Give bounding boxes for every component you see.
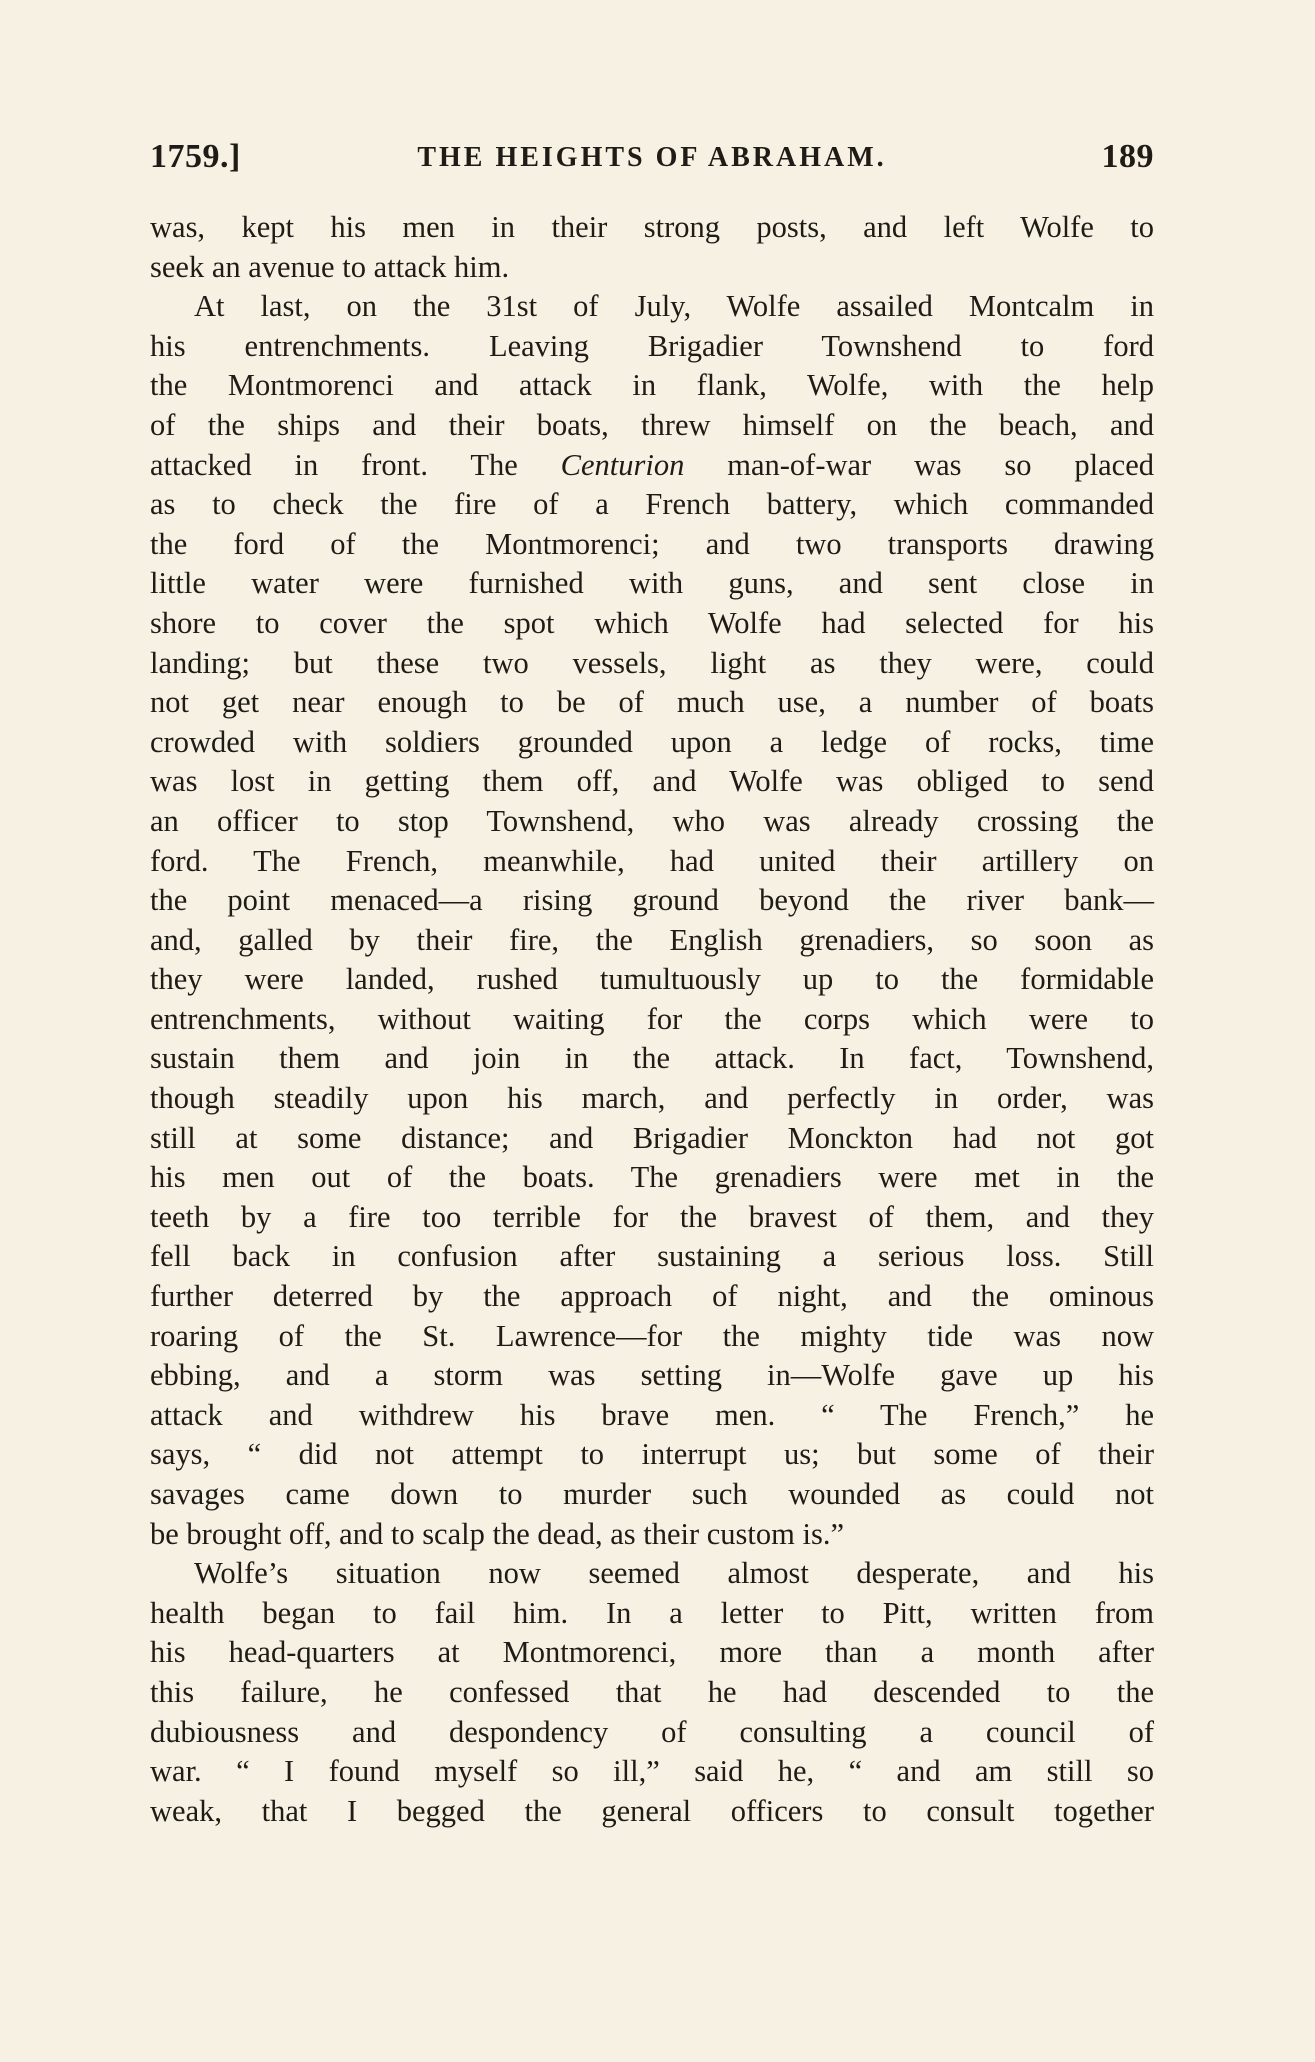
text-line: they were landed, rushed tumultuously up to the formidable [150, 962, 1154, 997]
text-line: savages came down to murder such wounded as could not [150, 1477, 1154, 1511]
text-line: weak, that I begged the general officers to consult together [150, 1793, 1154, 1828]
text-line: attack and withdrew his brave men. “ The French,” he [150, 1397, 1154, 1432]
text-line: his men out of the boats. The grenadiers were met in the [150, 1160, 1154, 1195]
text-line: war. “ I found myself so ill,” said he, “ and am still so [150, 1754, 1154, 1789]
text-line: his entrenchments. Leaving Brigadier Townshend to ford [150, 328, 1154, 363]
text-line: as to check the fire of a French battery, which commanded [150, 487, 1154, 522]
text-line: entrenchments, without waiting for the corps which were to [150, 1001, 1154, 1036]
text-line-segment: attacked in front. The [150, 447, 561, 482]
text-line: little water were furnished with guns, and sent close in [150, 566, 1154, 601]
text-line: landing; but these two vessels, light as they were, could [150, 645, 1154, 680]
text-line: was lost in getting them off, and Wolfe was obliged to send [150, 764, 1154, 799]
text-line: ford. The French, meanwhile, had united their artillery on [150, 843, 1154, 878]
running-head-title: THE HEIGHTS OF ABRAHAM. [417, 142, 887, 173]
text-line-segment: man-of-war was so placed [684, 447, 1154, 482]
text-line: ebbing, and a storm was setting in—Wolfe gave up his [150, 1358, 1154, 1393]
text-line: health began to fail him. In a letter to Pitt, written from [150, 1595, 1154, 1630]
text-line: roaring of the St. Lawrence—for the mighty tide was now [150, 1318, 1154, 1353]
page-content [150, 138, 1154, 1831]
body-text [150, 208, 1154, 1831]
text-line: this failure, he confessed that he had descended to the [150, 1674, 1154, 1709]
text-line: the ford of the Montmorenci; and two transports drawing [150, 526, 1154, 561]
text-line: dubiousness and despondency of consulting a council of [150, 1714, 1154, 1749]
text-line: be brought off, and to scalp the dead, as their custom is.” [150, 1516, 844, 1551]
text-line: teeth by a fire too terrible for the bravest of them, and they [150, 1199, 1154, 1234]
text-line: the point menaced—a rising ground beyond the river bank— [150, 883, 1154, 918]
text-line: not get near enough to be of much use, a number of boats [150, 685, 1154, 720]
text-line: says, “ did not attempt to interrupt us; but some of their [150, 1437, 1154, 1472]
text-line: still at some distance; and Brigadier Monckton had not got [150, 1120, 1154, 1155]
text-line: seek an avenue to attack him. [150, 249, 510, 284]
running-head [150, 138, 1154, 194]
text-line: an officer to stop Townshend, who was already crossing the [150, 803, 1154, 838]
text-line: of the ships and their boats, threw himself on the beach, and [150, 407, 1154, 442]
text-line: shore to cover the spot which Wolfe had selected for his [150, 605, 1154, 640]
text-line: sustain them and join in the attack. In fact, Townshend, [150, 1041, 1154, 1076]
text-line: the Montmorenci and attack in flank, Wolfe, with the help [150, 368, 1154, 403]
page-number: 189 [1101, 138, 1154, 175]
text-line: fell back in confusion after sustaining a serious loss. Still [150, 1239, 1154, 1274]
text-line: his head-quarters at Montmorenci, more than a month after [150, 1635, 1154, 1670]
text-line: crowded with soldiers grounded upon a ledge of rocks, time [150, 724, 1154, 759]
ship-name-italic: Centurion [560, 447, 685, 482]
text-line: was, kept his men in their strong posts, and left Wolfe to [150, 210, 1154, 244]
text-line: Wolfe’s situation now seemed almost desperate, and his [194, 1556, 1154, 1591]
running-head-year: 1759.] [150, 138, 241, 175]
text-line: and, galled by their fire, the English grenadiers, so soon as [150, 922, 1154, 957]
text-line: though steadily upon his march, and perfectly in order, was [150, 1081, 1154, 1116]
text-line: At last, on the 31st of July, Wolfe assailed Montcalm in [194, 289, 1154, 324]
text-line: further deterred by the approach of night, and the ominous [150, 1279, 1154, 1314]
text-line [150, 446, 1154, 486]
